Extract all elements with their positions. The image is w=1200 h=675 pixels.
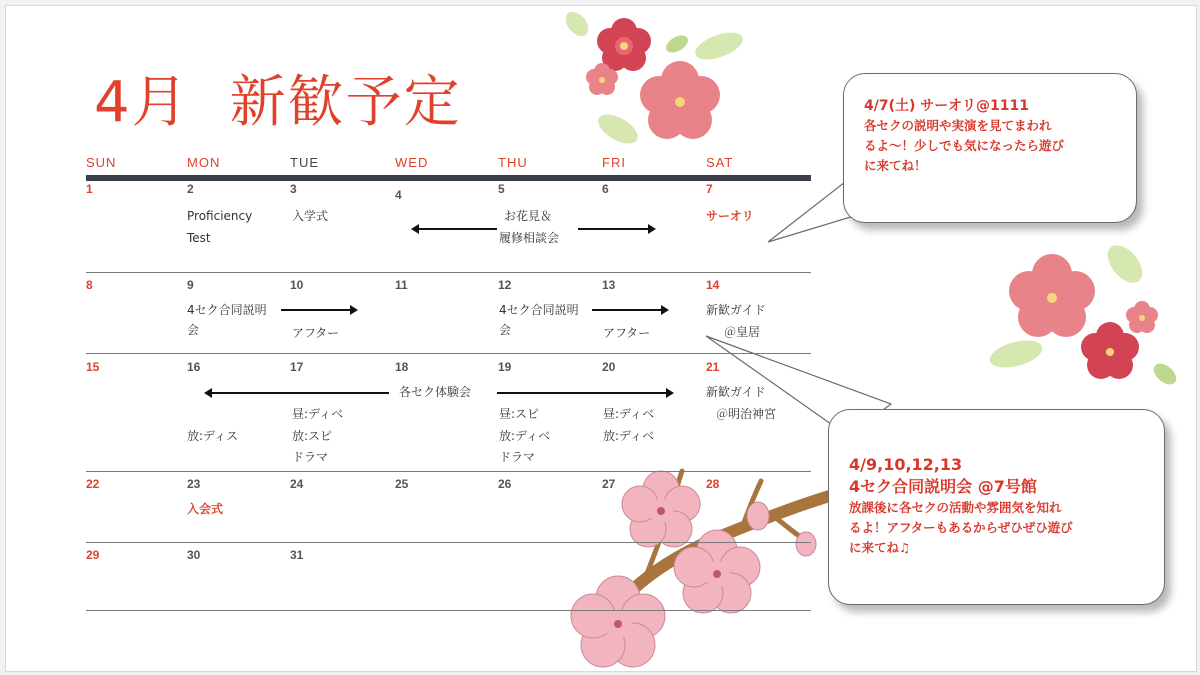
- day-number: 4: [395, 188, 402, 202]
- header-bar: [86, 175, 811, 181]
- weekday-thu: THU: [498, 155, 528, 170]
- event-proficiency: Proficiency: [187, 209, 253, 223]
- day-number: 18: [395, 360, 409, 374]
- week-divider: [86, 272, 811, 273]
- callout-line: 各セクの説明や実演を見てまわれ: [864, 118, 1052, 133]
- day-number: 16: [187, 360, 201, 374]
- day-number: 11: [395, 278, 408, 292]
- sakura-bud-icon: [796, 532, 816, 556]
- day-number: 6: [602, 182, 609, 196]
- callout-sao: [843, 73, 1137, 223]
- week-divider: [86, 353, 811, 354]
- event-nyukaishiki: 入会式: [187, 502, 224, 516]
- week-divider: [86, 471, 811, 472]
- event-section: 放:ディベ: [499, 429, 551, 443]
- event-span-arrow: [497, 392, 672, 394]
- weekday-sun: SUN: [86, 155, 117, 170]
- event-godo-setsumeikai: 4セク合同説明: [499, 303, 579, 317]
- leaf-icon: [1101, 239, 1149, 289]
- day-number: 29: [86, 548, 100, 562]
- event-sao: サーオリ: [706, 209, 754, 223]
- ume-blossom-icon: [1081, 322, 1139, 379]
- event-section: 放:スピ: [292, 429, 333, 443]
- day-number: 14: [706, 278, 720, 292]
- callout-godo-setsumeikai: [828, 409, 1165, 605]
- event-shinkan-guide: 新歓ガイド: [706, 303, 766, 317]
- ume-blossom-icon: [1009, 254, 1095, 337]
- callout-title: 4/7(土) サーオリ@1111: [864, 98, 1029, 114]
- day-number: 25: [395, 477, 409, 491]
- day-number: 23: [187, 477, 201, 491]
- event-span-arrow: [413, 228, 497, 230]
- event-section: 昼:スピ: [499, 407, 540, 421]
- leaf-icon: [561, 7, 593, 40]
- day-number: 19: [498, 360, 512, 374]
- event-shinkan-guide: 新歓ガイド: [706, 385, 766, 399]
- event-shinkan-guide: ＠皇居: [724, 325, 761, 339]
- leaf-icon: [663, 32, 691, 56]
- sakura-blossom-icon: [622, 471, 700, 547]
- event-section: 昼:ディベ: [292, 407, 344, 421]
- callout-line: るよ！アフターもあるからぜひぜひ遊び: [849, 520, 1073, 535]
- slide: [5, 5, 1197, 672]
- event-godo-setsumeikai: 会: [187, 323, 200, 337]
- weekday-mon: MON: [187, 155, 221, 170]
- callout-line: 放課後に各セクの活動や雰囲気を知れ: [849, 500, 1062, 515]
- day-number: 22: [86, 477, 100, 491]
- weekday-tue: TUE: [290, 155, 319, 170]
- event-after: アフター: [292, 326, 340, 340]
- leaf-icon: [593, 108, 642, 149]
- event-godo-setsumeikai: 4セク合同説明: [187, 303, 267, 317]
- weekday-wed: WED: [395, 155, 429, 170]
- day-number: 15: [86, 360, 100, 374]
- leaf-icon: [692, 27, 747, 65]
- leaf-icon: [1150, 360, 1180, 389]
- day-number: 28: [706, 477, 720, 491]
- event-nyugakushiki: 入学式: [292, 209, 329, 223]
- event-span-arrow: [206, 392, 389, 394]
- callout-line: るよ～！少しでも気になったら遊び: [864, 138, 1065, 153]
- event-section: ドラマ: [499, 450, 536, 464]
- event-span-arrow: [281, 309, 356, 311]
- day-number: 3: [290, 182, 297, 196]
- event-shinkan-guide: ＠明治神宮: [716, 407, 777, 421]
- week-divider: [86, 610, 811, 611]
- event-section: 昼:ディベ: [603, 407, 655, 421]
- day-number: 7: [706, 182, 713, 196]
- day-number: 9: [187, 278, 194, 292]
- event-after: アフター: [603, 326, 651, 340]
- week-divider: [86, 542, 811, 543]
- day-number: 13: [602, 278, 616, 292]
- sakura-bud-icon: [747, 502, 769, 530]
- event-proficiency: Test: [187, 231, 211, 245]
- day-number: 5: [498, 182, 505, 196]
- event-godo-setsumeikai: 会: [499, 323, 512, 337]
- day-number: 10: [290, 278, 304, 292]
- event-hanami: 履修相談会: [499, 231, 560, 245]
- event-span-arrow: [578, 228, 654, 230]
- event-section: 放:ディベ: [603, 429, 655, 443]
- page-title: 4月 新歓予定: [94, 70, 462, 135]
- day-number: 24: [290, 477, 304, 491]
- weekday-fri: FRI: [602, 155, 626, 170]
- day-number: 31: [290, 548, 304, 562]
- day-number: 1: [86, 182, 93, 196]
- day-number: 12: [498, 278, 512, 292]
- event-section: ドラマ: [292, 450, 329, 464]
- callout-title: 4セク合同説明会 @7号館: [849, 477, 1037, 496]
- sakura-blossom-icon: [571, 576, 665, 667]
- day-number: 17: [290, 360, 304, 374]
- day-number: 2: [187, 182, 194, 196]
- event-span-arrow: [592, 309, 667, 311]
- weekday-sat: SAT: [706, 155, 734, 170]
- event-taikenkai: 各セク体験会: [399, 385, 472, 399]
- day-number: 21: [706, 360, 720, 374]
- day-number: 30: [187, 548, 201, 562]
- ume-blossom-icon: [640, 61, 720, 139]
- callout-line: に来てね！: [864, 158, 927, 173]
- day-number: 20: [602, 360, 616, 374]
- callout-title: 4/9,10,12,13: [849, 455, 963, 474]
- day-number: 26: [498, 477, 512, 491]
- day-number: 8: [86, 278, 93, 292]
- ume-blossom-icon: [1126, 301, 1158, 333]
- event-hanami: お花見＆: [504, 209, 553, 223]
- callout-line: に来てね♫: [849, 540, 911, 555]
- day-number: 27: [602, 477, 616, 491]
- event-section: 放:ディス: [187, 429, 239, 443]
- leaf-icon: [987, 335, 1045, 372]
- ume-blossom-icon: [597, 18, 651, 71]
